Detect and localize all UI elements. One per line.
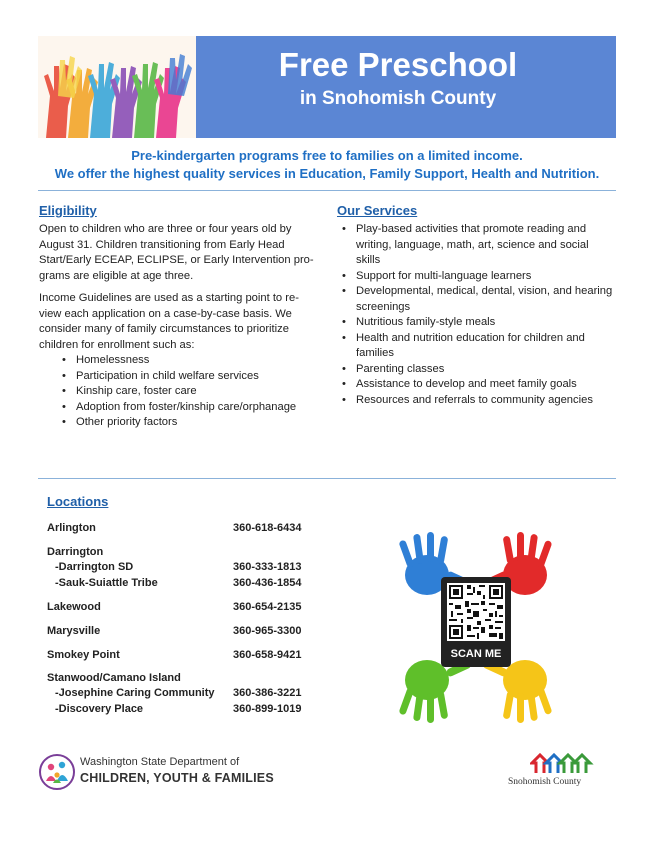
location-name: -Sauk-Suiattle Tribe [55, 577, 158, 589]
qr-code[interactable] [447, 583, 505, 641]
location-name: -Josephine Caring Community [55, 687, 215, 699]
location-name: Lakewood [47, 601, 101, 613]
eligibility-paragraph-2 [39, 291, 329, 353]
list-item: • Health and nutrition education for children and families [336, 331, 614, 362]
list-item: • Assistance to develop and meet family goals [336, 377, 614, 393]
location-phone: 360-386-3221 [233, 687, 302, 699]
list-item: • Other priority factors [56, 415, 336, 431]
text-line: children for enrollment such as: [39, 338, 195, 351]
dcyf-name-line-1: Washington State Department of [80, 756, 240, 768]
list-item: • Support for multi-language learners [336, 269, 614, 285]
list-item: • Play-based activities that promote reading and writing, language, math, art, science and social skills [336, 222, 614, 269]
text-line: August 31. Children transitioning from Early Head [39, 238, 285, 251]
text-line: Start/Early ECEAP, ECLIPSE, or Early Intervention pro- [39, 254, 314, 266]
location-name: -Discovery Place [55, 703, 144, 715]
services-list [336, 222, 614, 408]
snohomish-county-label: Snohomish County [508, 777, 582, 787]
text-line: view each application on a case-by-case basis. We [39, 307, 292, 320]
locations-heading: Locations [47, 494, 109, 509]
list-item: • Developmental, medical, dental, vision, and hearing screenings [336, 284, 614, 315]
list-item: • Nutritious family-style meals [336, 315, 614, 331]
raised-hands-illustration [38, 36, 196, 138]
location-name: Darrington [47, 546, 104, 558]
divider [38, 478, 616, 479]
location-name: Smokey Point [47, 649, 120, 661]
eligibility-heading: Eligibility [39, 203, 97, 218]
location-phone: 360-618-6434 [233, 522, 302, 534]
page-subtitle: in Snohomish County [299, 88, 497, 109]
eligibility-paragraph-1 [39, 222, 329, 284]
list-item: • Adoption from foster/kinship care/orphanage [56, 400, 336, 416]
location-phone: 360-965-3300 [233, 625, 302, 637]
services-heading: Our Services [337, 203, 418, 218]
location-name: Arlington [47, 522, 96, 534]
location-name: -Darrington SD [55, 561, 134, 573]
divider [38, 190, 616, 191]
text-line: Income Guidelines are used as a starting point to re- [39, 292, 299, 304]
location-name: Marysville [47, 625, 101, 637]
page-title: Free Preschool [278, 46, 518, 83]
location-phone: 360-436-1854 [233, 577, 302, 589]
text-line: grams are eligible at age three. [39, 269, 194, 282]
dcyf-logo [38, 753, 76, 791]
location-phone: 360-658-9421 [233, 649, 302, 661]
location-phone: 360-333-1813 [233, 561, 302, 573]
priority-factors-list [56, 353, 336, 431]
tagline-line-2: We offer the highest quality services in Education, Family Support, Health and Nutrition. [54, 166, 600, 181]
tagline-line-1: Pre-kindergarten programs free to families on a limited income. [131, 148, 523, 163]
list-item: • Resources and referrals to community agencies [336, 393, 614, 409]
list-item: • Kinship care, foster care [56, 384, 336, 400]
location-phone: 360-899-1019 [233, 703, 302, 715]
dcyf-name-line-2: CHILDREN, YOUTH & FAMILIES [80, 771, 274, 785]
location-name: Stanwood/Camano Island [47, 672, 181, 684]
list-item: • Homelessness [56, 353, 336, 369]
list-item: • Parenting classes [336, 362, 614, 378]
scan-me-label: SCAN ME [450, 648, 502, 660]
snohomish-county-logo [530, 753, 600, 775]
text-line: consider many of family circumstances to prioritize [39, 323, 289, 335]
location-phone: 360-654-2135 [233, 601, 302, 613]
list-item: • Participation in child welfare services [56, 369, 336, 385]
text-line: Open to children who are three or four years old by [39, 223, 292, 235]
